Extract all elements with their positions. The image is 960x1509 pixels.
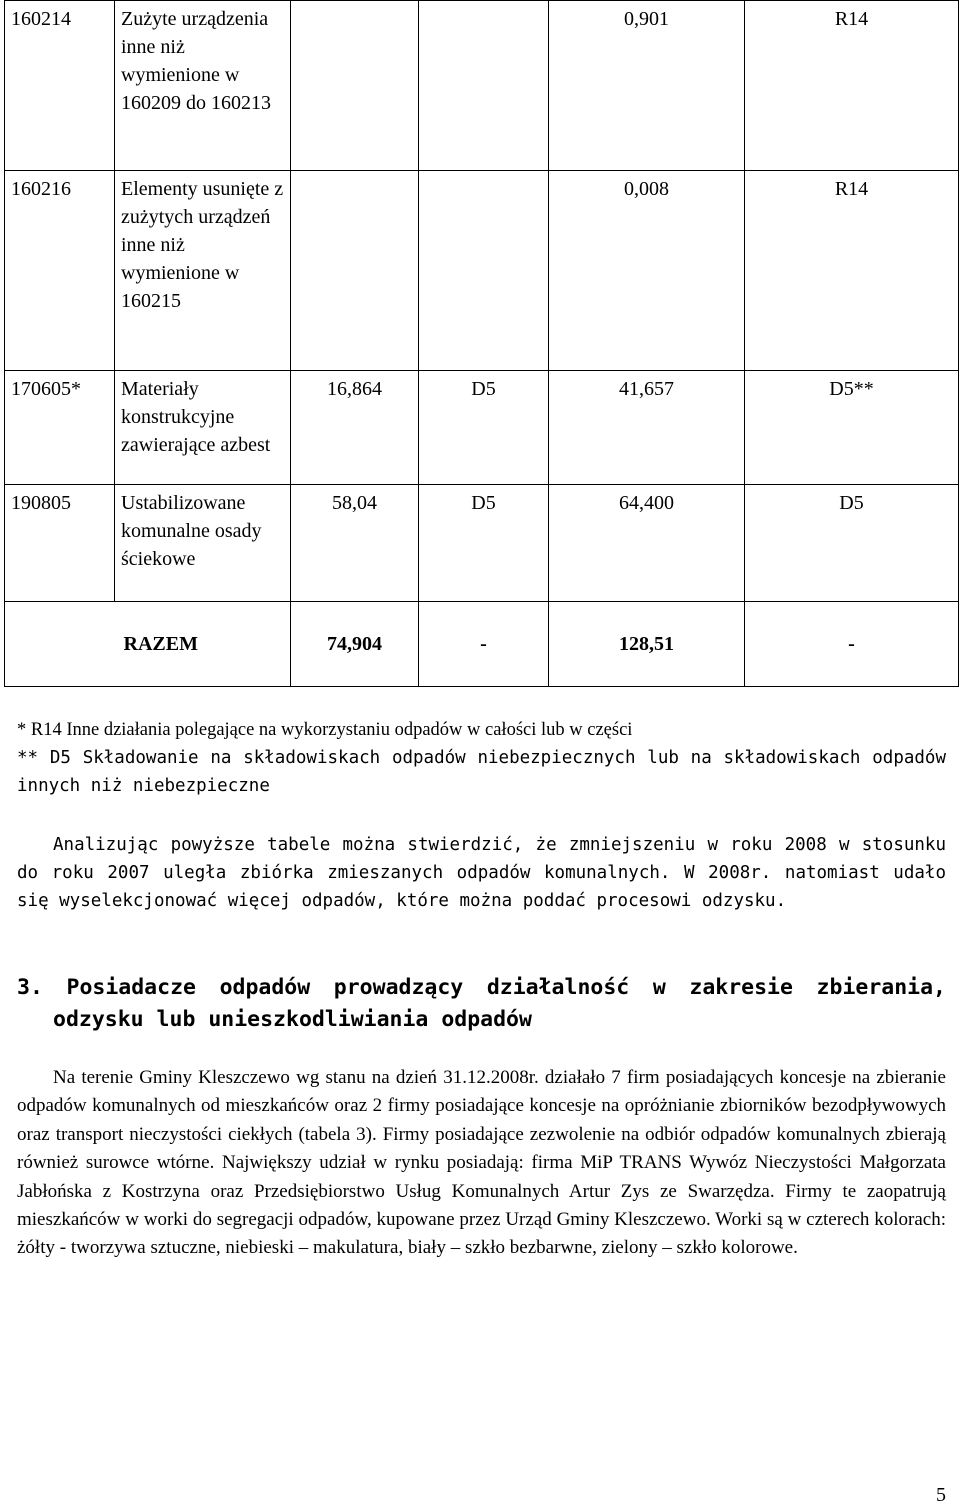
waste-table	[4, 0, 959, 687]
waste-code: 170605*	[5, 371, 115, 485]
body-text: Na terenie Gminy Kleszczewo wg stanu na dzień 31.12.2008r. działało 7 firm posiadających koncesje na zbieranie odpadów komunalnych od mieszkańców oraz 2 firmy posiadające koncesje na opróżnianie zbiorników bezodpływowych oraz transport nieczystości ciekłych (tabela 3). Firmy posiadające zezwolenie na odbiór odpadów komunalnych zbierają również surowce wtórne. Największy udział w rynku posiadają: firma MiP TRANS Wywóz Nieczystości Małgorzata Jabłońska z Kostrzyna oraz Przedsiębiorstwo Usług Komunalnych Artur Zys ze Swarzędza. Firmy te zaopatrują mieszkańców w worki do segregacji odpadów, kupowane przez Urząd Gminy Kleszczewo. Worki są w czterech kolorach: żółty - tworzywa sztuczne, niebieski – makulatura, biały – szkło bezbarwne, zielony – szkło kolorowe.	[17, 1067, 946, 1259]
waste-name: Ustabilizowane komunalne osady ściekowe	[115, 485, 291, 602]
quantity-2008: 64,400	[549, 485, 745, 602]
waste-code: 190805	[5, 485, 115, 602]
quantity-2007	[291, 171, 419, 371]
waste-name: Zużyte urządzenia inne niż wymienione w 160209 do 160213	[115, 1, 291, 171]
body-paragraph	[17, 1064, 946, 1263]
process-2008: R14	[745, 1, 959, 171]
waste-code: 160214	[5, 1, 115, 171]
section-title: Posiadacze odpadów prowadzący działalność w zakresie zbierania, odzysku lub unieszkodliwiania odpadów	[53, 975, 946, 1032]
process-2008: D5	[745, 485, 959, 602]
footnotes	[17, 716, 946, 800]
quantity-2008: 41,657	[549, 371, 745, 485]
table-row	[5, 485, 959, 602]
total-label: RAZEM	[5, 602, 291, 687]
total-quantity-2007: 74,904	[291, 602, 419, 687]
total-row	[5, 602, 959, 687]
analysis-paragraph	[17, 831, 946, 915]
table-row	[5, 1, 959, 171]
process-2007	[419, 171, 549, 371]
quantity-2008: 0,901	[549, 1, 745, 171]
page-number: 5	[936, 1484, 946, 1506]
process-2007	[419, 1, 549, 171]
quantity-2007	[291, 1, 419, 171]
total-quantity-2008: 128,51	[549, 602, 745, 687]
waste-name: Materiały konstrukcyjne zawierające azbest	[115, 371, 291, 485]
table-row	[5, 171, 959, 371]
total-process-2008: -	[745, 602, 959, 687]
waste-code: 160216	[5, 171, 115, 371]
footnote-r14: * R14 Inne działania polegające na wykorzystaniu odpadów w całości lub w części	[17, 720, 633, 740]
total-process-2007: -	[419, 602, 549, 687]
quantity-2007: 58,04	[291, 485, 419, 602]
process-2007: D5	[419, 371, 549, 485]
process-2008: R14	[745, 171, 959, 371]
table-row	[5, 371, 959, 485]
section-number: 3.	[17, 975, 43, 1000]
footnote-d5: ** D5 Składowanie na składowiskach odpadów niebezpiecznych lub na składowiskach odpadów innych niż niebezpieczne	[17, 748, 946, 796]
analysis-text: Analizując powyższe tabele można stwierdzić, że zmniejszeniu w roku 2008 w stosunku do roku 2007 uległa zbiórka zmieszanych odpadów komunalnych. W 2008r. natomiast udało się wyselekcjonować więcej odpadów, które można poddać procesowi odzysku.	[17, 835, 946, 911]
section-heading	[17, 972, 946, 1036]
quantity-2007: 16,864	[291, 371, 419, 485]
process-2007: D5	[419, 485, 549, 602]
quantity-2008: 0,008	[549, 171, 745, 371]
process-2008: D5**	[745, 371, 959, 485]
waste-name: Elementy usunięte z zużytych urządzeń inne niż wymienione w 160215	[115, 171, 291, 371]
